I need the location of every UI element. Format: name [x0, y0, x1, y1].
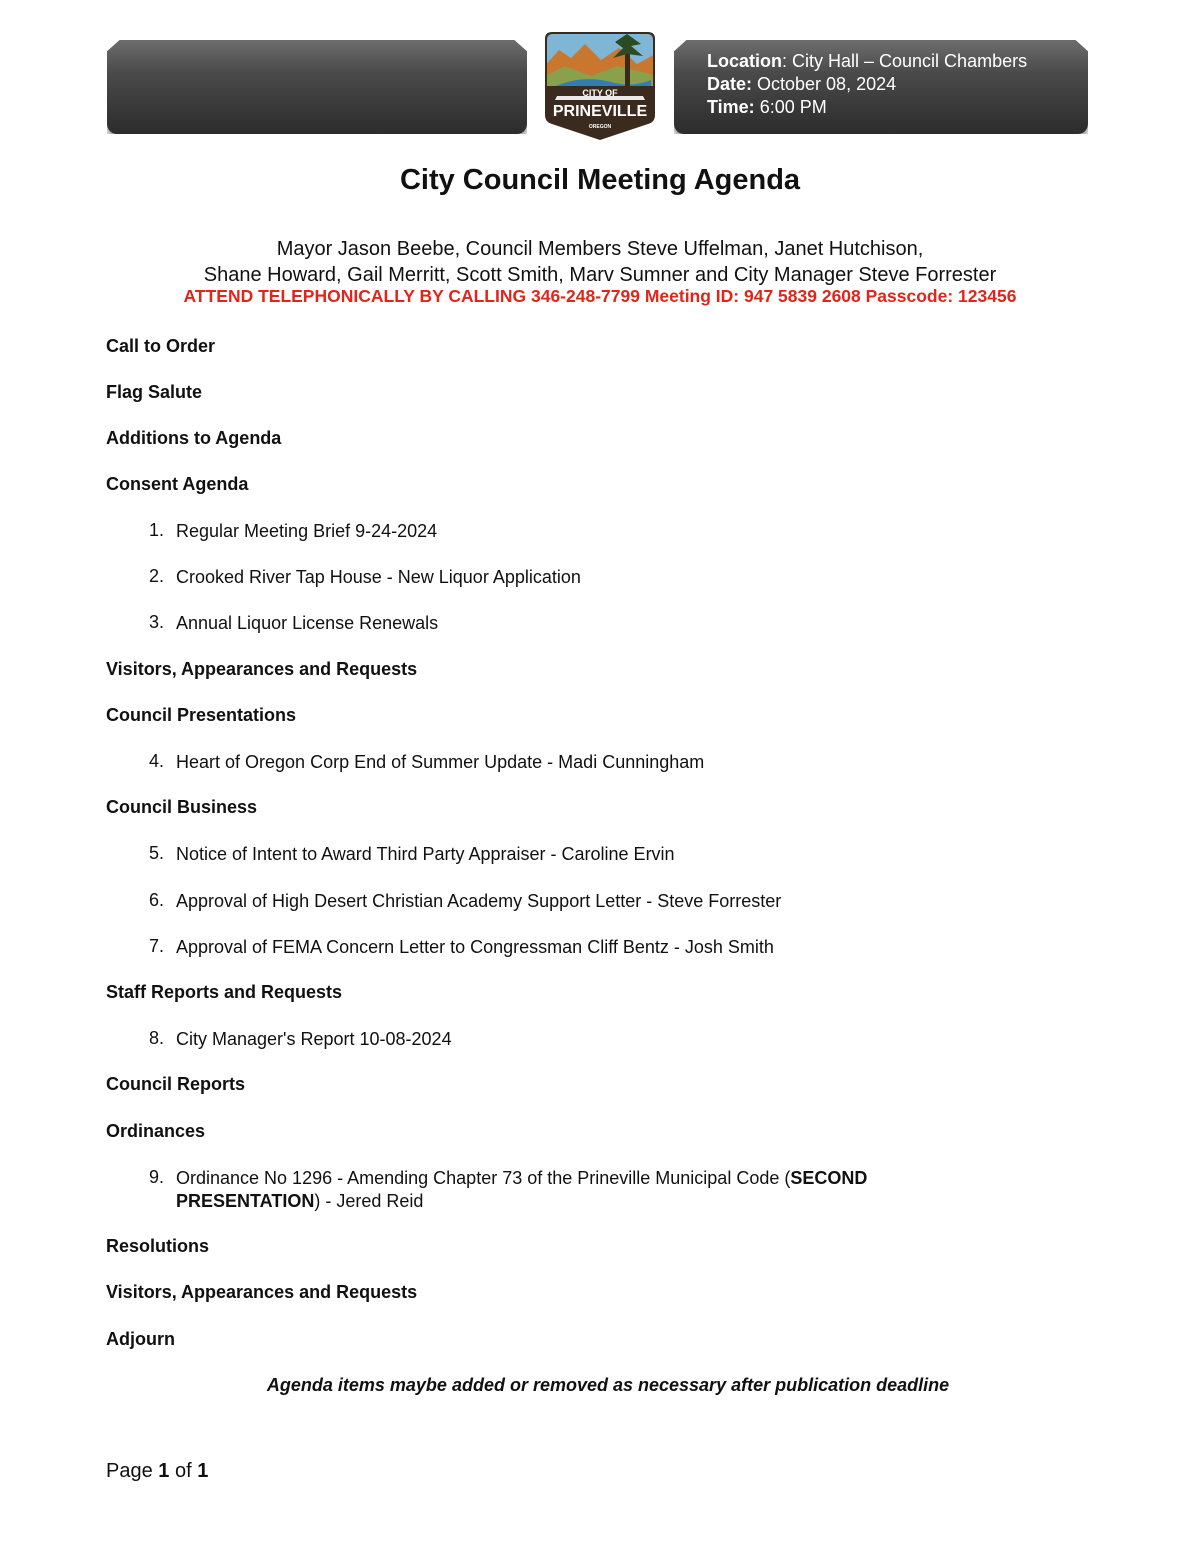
section-flag-salute: Flag Salute	[106, 382, 203, 402]
logo-line3: OREGON	[588, 124, 612, 130]
section-council-reports: Council Reports	[106, 1074, 246, 1094]
time-line: Time: 6:00 PM	[707, 97, 827, 117]
section-consent-agenda: Consent Agenda	[106, 474, 249, 494]
header-left-banner	[107, 40, 527, 134]
section-additions: Additions to Agenda	[106, 428, 282, 448]
section-resolutions: Resolutions	[106, 1236, 210, 1256]
council-members	[0, 236, 1200, 288]
members-line-1: Mayor Jason Beebe, Council Members Steve Uffelman, Janet Hutchison,	[276, 238, 924, 260]
city-of-prineville-logo	[541, 30, 659, 142]
members-line-2: Shane Howard, Gail Merritt, Scott Smith, Marv Sumner and City Manager Steve Forrester	[203, 264, 997, 286]
section-adjourn: Adjourn	[106, 1329, 175, 1349]
section-visitors: Visitors, Appearances and Requests	[106, 659, 418, 679]
location-line: Location: City Hall – Council Chambers	[707, 51, 1028, 71]
section-council-business: Council Business	[106, 797, 258, 817]
page-number: Page 1 of 1	[106, 1460, 209, 1482]
logo-line2: PRINEVILLE	[552, 103, 648, 120]
phone-attendance-notice: ATTEND TELEPHONICALLY BY CALLING 346-248-7799 Meeting ID: 947 5839 2608 Passcode: 123456	[183, 286, 1017, 306]
meeting-details	[707, 50, 1027, 119]
date-line: Date: October 08, 2024	[707, 74, 897, 94]
section-council-presentations: Council Presentations	[106, 705, 297, 725]
section-visitors-2: Visitors, Appearances and Requests	[106, 1282, 418, 1302]
page-title: City Council Meeting Agenda	[399, 164, 801, 196]
logo-line1: CITY OF	[582, 88, 618, 98]
agenda-disclaimer: Agenda items maybe added or removed as necessary after publication deadline	[266, 1375, 950, 1395]
section-call-to-order: Call to Order	[106, 336, 216, 356]
section-staff-reports: Staff Reports and Requests	[106, 982, 343, 1002]
section-ordinances: Ordinances	[106, 1121, 206, 1141]
